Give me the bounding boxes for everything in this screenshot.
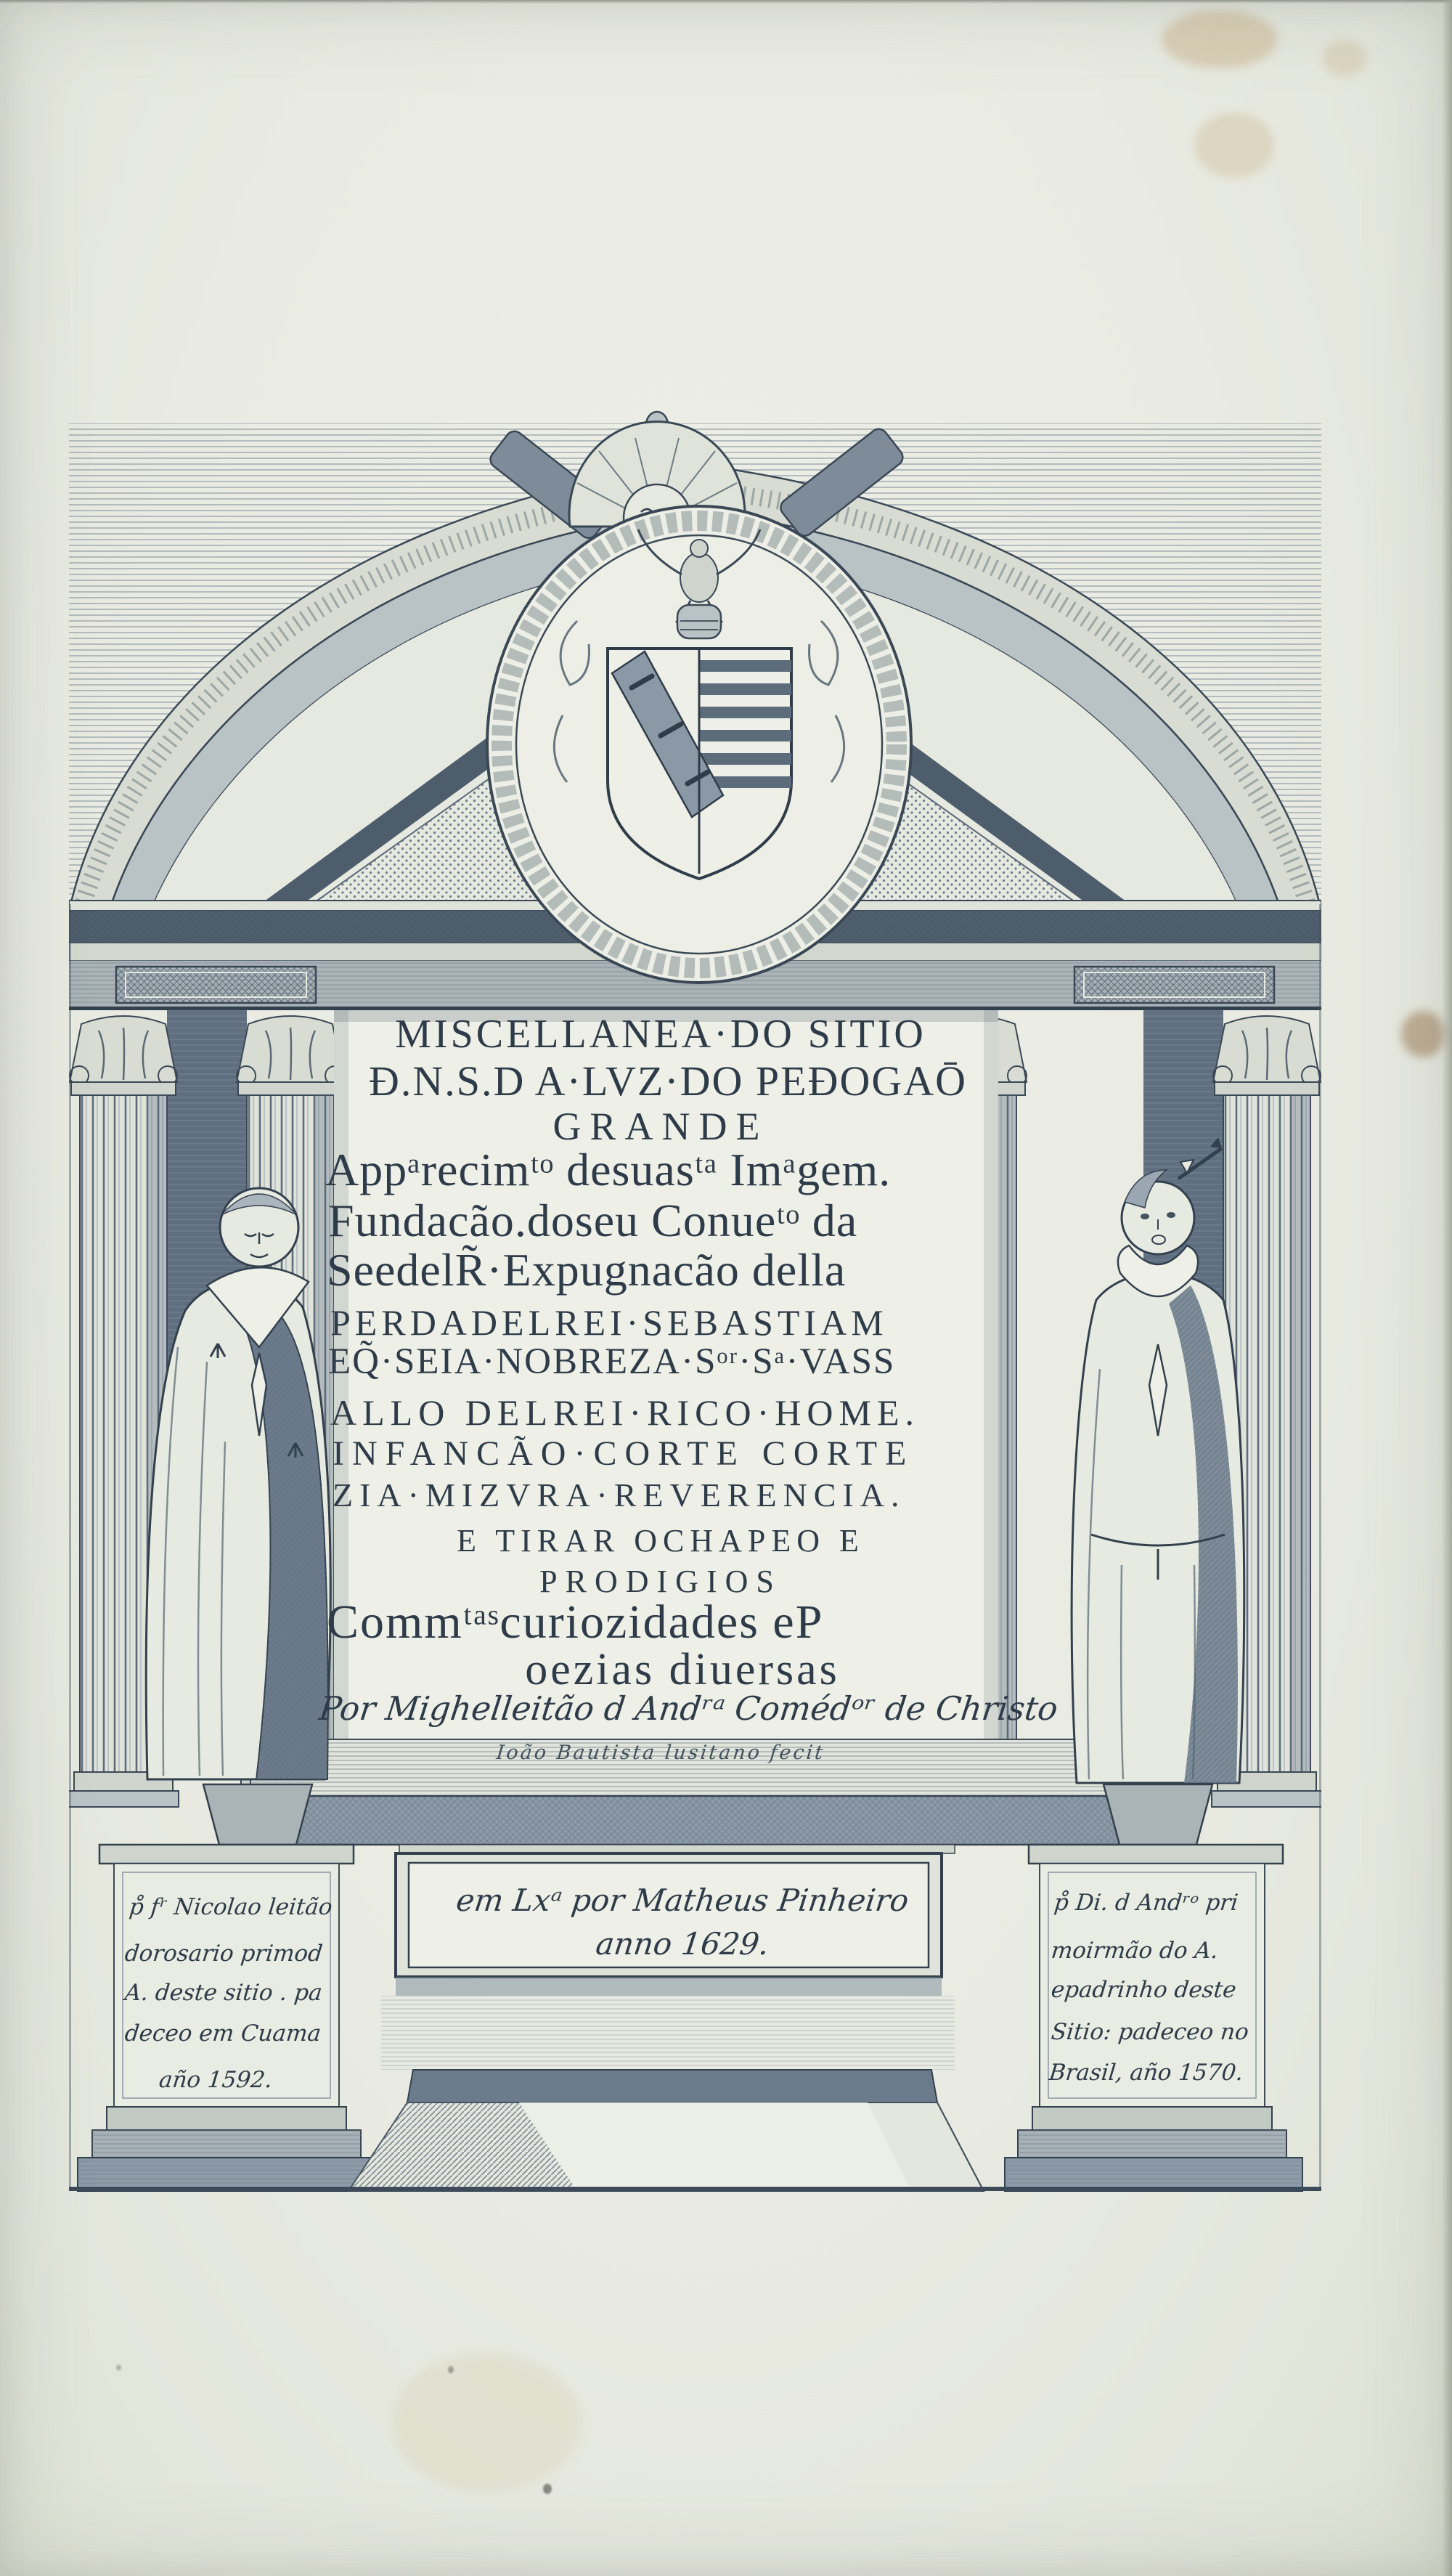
photo-top-edge (0, 0, 1452, 4)
imprint-cartouche (396, 1845, 955, 1996)
imprint-line-1: em Lxᵃ por Matheus Pinheiro (454, 1882, 911, 1918)
left-pedestal-line-5: año 1592. (158, 2067, 274, 2093)
coat-of-arms-shield (608, 649, 791, 879)
paper-speck (448, 2366, 454, 2373)
imprint-line-2: anno 1629. (593, 1926, 772, 1962)
right-pedestal-line-1: p̊ Di. d Andʳᵒ pri (1053, 1890, 1240, 1916)
right-pedestal-line-4: Sitio: padeceo no (1050, 2019, 1250, 2045)
left-pedestal-line-3: A. deste sitio . pa (123, 1980, 324, 2006)
armorial-oval (487, 506, 911, 983)
engraver-line: Ioão Bautista lusitano fecit (495, 1742, 826, 1764)
title-line-13: PRODIGIOS (539, 1564, 782, 1599)
author-line: Por Mighelleitão d Andʳᵃ Comédᵒʳ de Christo (317, 1689, 1061, 1728)
title-line-15: oezias diuersas (525, 1645, 840, 1694)
foxing-stain (1323, 40, 1366, 76)
paper-speck (543, 2484, 552, 2494)
left-pedestal-line-1: p̊ fʳ Nicolao leitão (128, 1894, 334, 1920)
foxing-stain (392, 2353, 581, 2491)
corbel-right (1104, 1784, 1212, 1845)
foxing-stain (1194, 113, 1274, 178)
right-pedestal-line-3: epadrinho deste (1050, 1977, 1238, 2003)
title-line-8: EQ̃·SEIA·NOBREZA·Sᵒʳ·Sᵃ·VASS (328, 1341, 896, 1382)
title-line-6: SeedelR̃·Expugnacão della (327, 1244, 847, 1296)
corbel-left (203, 1784, 312, 1845)
page-right-edge-shadow (1442, 0, 1452, 2576)
left-pedestal-line-4: deceo em Cuama (123, 2020, 322, 2047)
left-pedestal-line-2: dorosario primod (123, 1941, 325, 1967)
lower-step (221, 1796, 1172, 1845)
title-line-7: PERDADELREI·SEBASTIAM (330, 1302, 888, 1343)
title-line-14: Commᵗᵃˢcuriozidades eP (327, 1596, 824, 1649)
right-pedestal-line-5: Brasil, año 1570. (1048, 2060, 1245, 2086)
title-line-2: Đ.N.S.D A·LVZ·DO PEĐOGAŌ (368, 1057, 968, 1105)
title-line-5: Fundacão.doseu Conueᵗᵒ da (328, 1195, 858, 1246)
engraving-plate (69, 403, 1321, 2193)
title-line-12: E TIRAR OCHAPEO E (457, 1523, 865, 1559)
title-line-1: MISCELLANEA·DO SITIO (395, 1012, 926, 1057)
title-line-3: GRANDE (552, 1105, 769, 1148)
title-line-11: ZIA·MIZVRA·REVERENCIA. (333, 1476, 906, 1513)
title-line-9: ALLO DELREI·RICO·HOME. (330, 1392, 921, 1433)
title-line-10: INFANCÃO·CORTE CORTE (333, 1434, 915, 1473)
helmet (677, 605, 721, 638)
foxing-stain (1162, 10, 1278, 68)
right-pedestal-line-2: moirmão do A. (1050, 1938, 1220, 1964)
base-platform (348, 1996, 984, 2191)
paper-speck (116, 2365, 121, 2370)
foxing-stain (1401, 1011, 1445, 1057)
title-line-4: Appᵃrecimᵗᵒ desuasᵗᵃ Imᵃgem. (325, 1144, 892, 1195)
